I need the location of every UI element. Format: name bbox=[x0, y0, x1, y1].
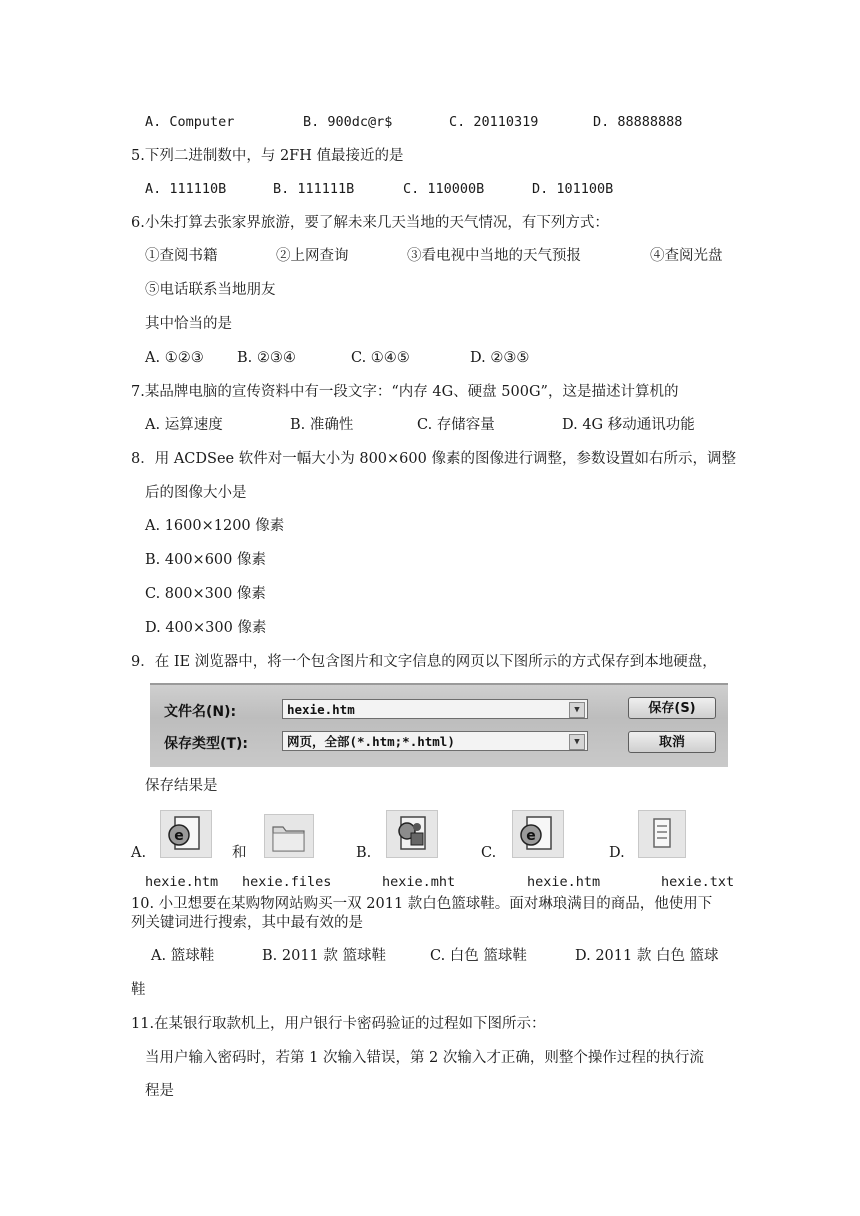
q6-option-d: D. ②③⑤ bbox=[470, 350, 530, 366]
q6-method-2: ②上网查询 bbox=[276, 248, 349, 264]
svg-text:e: e bbox=[174, 828, 184, 844]
q7-option-d: D. 4G 移动通讯功能 bbox=[562, 417, 695, 433]
q5-option-b: B. 111111B bbox=[273, 181, 355, 197]
q4-option-b: B. 900dc@r$ bbox=[303, 114, 393, 130]
q6-option-b: B. ②③④ bbox=[237, 350, 296, 366]
q9-and: 和 bbox=[232, 845, 247, 861]
q8-option-a: A. 1600×1200 像素 bbox=[145, 518, 285, 534]
q9-result-label: 保存结果是 bbox=[145, 778, 218, 794]
q6-method-3: ③看电视中当地的天气预报 bbox=[407, 248, 581, 264]
q11-stem: 11.在某银行取款机上，用户银行卡密码验证的过程如下图所示： bbox=[131, 1016, 546, 1032]
text-file-icon bbox=[638, 810, 686, 858]
q10-stem-line1: 10. 小卫想要在某购物网站购买一双 2011 款白色篮球鞋。面对琳琅满目的商品，他使用下 bbox=[131, 896, 713, 912]
filetype-label: 保存类型(T): bbox=[164, 736, 248, 752]
caption-a1: hexie.htm bbox=[145, 874, 219, 890]
svg-text:e: e bbox=[526, 828, 536, 844]
cancel-button: 取消 bbox=[628, 731, 716, 753]
caption-a2: hexie.files bbox=[242, 874, 332, 890]
save-dialog-screenshot bbox=[150, 683, 728, 767]
q4-option-a: A. Computer bbox=[145, 114, 235, 130]
q10-option-c: C. 白色 篮球鞋 bbox=[430, 948, 527, 964]
q10-stem-line2: 列关键词进行搜索，其中最有效的是 bbox=[131, 915, 363, 931]
q9-option-c-label: C. bbox=[481, 845, 497, 861]
q7-stem: 7.某品牌电脑的宣传资料中有一段文字：“内存 4G、硬盘 500G”，这是描述计算机的 bbox=[131, 384, 679, 400]
q8-option-b: B. 400×600 像素 bbox=[145, 552, 266, 568]
filename-value: hexie.htm bbox=[287, 702, 355, 717]
q9-stem: 9．在 IE 浏览器中，将一个包含图片和文字信息的网页以下图所示的方式保存到本地硬盘， bbox=[131, 654, 717, 670]
q8-option-d: D. 400×300 像素 bbox=[145, 620, 267, 636]
caption-b: hexie.mht bbox=[382, 874, 456, 890]
q6-method-4: ④查阅光盘 bbox=[650, 248, 723, 264]
filename-label: 文件名(N): bbox=[164, 704, 237, 720]
q9-option-a-label: A. bbox=[131, 845, 147, 861]
q8-stem-line2: 后的图像大小是 bbox=[145, 485, 247, 501]
ie-document-icon bbox=[512, 810, 564, 858]
ie-document-icon bbox=[160, 810, 212, 858]
q10-option-b: B. 2011 款 篮球鞋 bbox=[262, 948, 386, 964]
q6-stem: 6.小朱打算去张家界旅游，要了解未来几天当地的天气情况，有下列方式： bbox=[131, 215, 609, 231]
q6-method-1: ①查阅书籍 bbox=[145, 248, 218, 264]
q8-stem-line1: 8．用 ACDSee 软件对一幅大小为 800×600 像素的图像进行调整，参数设置如右所示，调整 bbox=[131, 451, 736, 467]
filetype-field bbox=[282, 731, 588, 751]
q6-option-c: C. ①④⑤ bbox=[351, 350, 410, 366]
folder-icon bbox=[264, 814, 314, 858]
caption-c: hexie.htm bbox=[527, 874, 601, 890]
q10-option-d-wrap: 鞋 bbox=[131, 982, 146, 998]
q5-option-d: D. 101100B bbox=[532, 181, 614, 197]
q9-option-b-label: B. bbox=[356, 845, 372, 861]
q4-option-c: C. 20110319 bbox=[449, 114, 539, 130]
filename-field bbox=[282, 699, 588, 719]
q10-option-a: A. 篮球鞋 bbox=[151, 948, 215, 964]
q7-option-a: A. 运算速度 bbox=[145, 417, 223, 433]
mht-archive-icon bbox=[386, 810, 438, 858]
q6-method-5: ⑤电话联系当地朋友 bbox=[145, 282, 276, 298]
q5-option-c: C. 110000B bbox=[403, 181, 485, 197]
caption-d: hexie.txt bbox=[661, 874, 735, 890]
q5-stem: 5.下列二进制数中，与 2FH 值最接近的是 bbox=[131, 148, 404, 164]
chevron-down-icon: ▼ bbox=[569, 734, 585, 750]
q6-option-a: A. ①②③ bbox=[145, 350, 204, 366]
q10-option-d: D. 2011 款 白色 篮球 bbox=[575, 948, 719, 964]
q7-option-c: C. 存储容量 bbox=[417, 417, 495, 433]
q9-option-d-label: D. bbox=[609, 845, 625, 861]
q11-line3: 程是 bbox=[145, 1083, 174, 1099]
q4-option-d: D. 88888888 bbox=[593, 114, 683, 130]
q5-option-a: A. 111110B bbox=[145, 181, 227, 197]
chevron-down-icon: ▼ bbox=[569, 702, 585, 718]
save-button: 保存(S) bbox=[628, 697, 716, 719]
q7-option-b: B. 准确性 bbox=[290, 417, 354, 433]
q11-line2: 当用户输入密码时，若第 1 次输入错误，第 2 次输入才正确，则整个操作过程的执行流 bbox=[145, 1050, 704, 1066]
filetype-value: 网页，全部(*.htm;*.html) bbox=[287, 734, 455, 749]
q8-option-c: C. 800×300 像素 bbox=[145, 586, 266, 602]
q6-subquestion: 其中恰当的是 bbox=[145, 316, 232, 332]
